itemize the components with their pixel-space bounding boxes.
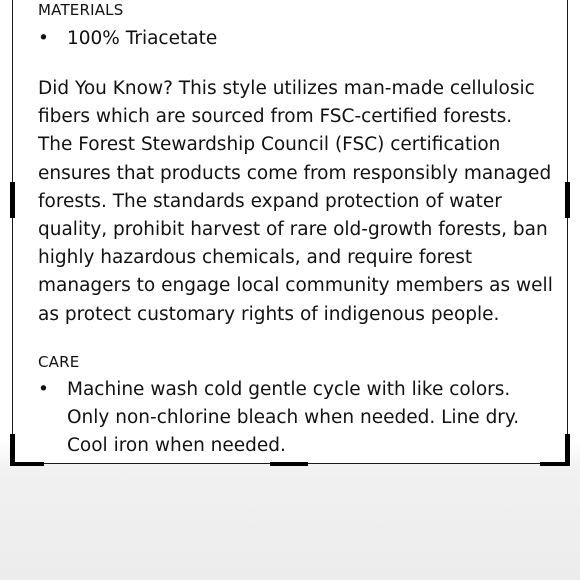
did-you-know-line: highly hazardous chemicals, and require forest bbox=[38, 247, 473, 269]
did-you-know-line: as protect customary rights of indigenous people. bbox=[38, 303, 500, 325]
crop-mark-mid-bottom-h bbox=[270, 462, 308, 466]
care-line: Cool iron when needed. bbox=[67, 435, 286, 456]
did-you-know-line: Did You Know? This style utilizes man-made cellulosic bbox=[38, 78, 535, 99]
did-you-know-line: managers to engage local community members as well bbox=[38, 275, 553, 297]
crop-mark-right-top bbox=[565, 182, 570, 218]
did-you-know-line: forests. The standards expand protection of water bbox=[38, 190, 502, 212]
care-line: Machine wash cold gentle cycle with like colors. bbox=[67, 379, 511, 400]
care-list bbox=[38, 376, 558, 460]
crop-mark-left-top bbox=[10, 182, 15, 218]
list-item bbox=[38, 25, 558, 53]
list-item bbox=[38, 376, 558, 460]
did-you-know-line: fibers which are sourced from FSC-certified forests. bbox=[38, 106, 513, 128]
crop-mark-right-bottom-h bbox=[540, 462, 570, 466]
did-you-know-paragraph bbox=[38, 75, 558, 329]
materials-list bbox=[38, 25, 558, 53]
did-you-know-line: ensures that products come from responsibly managed bbox=[38, 162, 552, 184]
care-line: Only non-chlorine bleach when needed. Line dry. bbox=[67, 407, 520, 428]
bullet-icon: • bbox=[38, 379, 49, 400]
materials-heading: MATERIALS bbox=[38, 1, 124, 19]
did-you-know-line: quality, prohibit harvest of rare old-growth forests, ban bbox=[38, 219, 548, 241]
materials-item-text: 100% Triacetate bbox=[67, 28, 218, 49]
bullet-icon: • bbox=[38, 28, 49, 49]
care-heading: CARE bbox=[38, 353, 80, 371]
crop-mark-left-bottom-h bbox=[10, 462, 44, 466]
did-you-know-line: The Forest Stewardship Council (FSC) certification bbox=[38, 134, 501, 156]
